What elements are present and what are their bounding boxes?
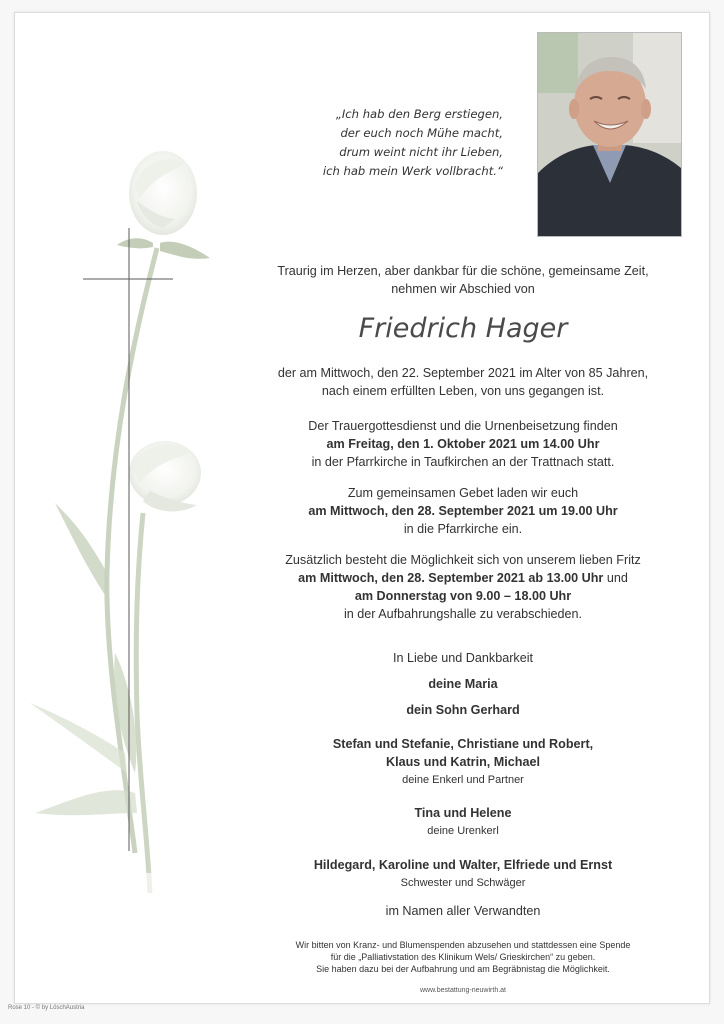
quote-line: der euch noch Mühe macht, <box>340 126 503 140</box>
intro-text <box>233 262 693 298</box>
quote-line: drum weint nicht ihr Lieben, <box>339 145 503 159</box>
deceased-name: Friedrich Hager <box>358 313 568 344</box>
service-date: am Freitag, den 1. Oktober 2021 um 14.00 Uhr <box>326 437 600 451</box>
death-notice <box>233 364 693 400</box>
prayer-date: am Mittwoch, den 28. September 2021 um 19.00 Uhr <box>308 504 618 518</box>
siblings <box>233 856 693 892</box>
design-credit: Rose 10 - © by LöschAustria <box>8 1005 85 1011</box>
relatives-line: im Namen aller Verwandten <box>385 904 541 918</box>
funeral-service <box>233 417 693 471</box>
service-line: Der Trauergottesdienst und die Urnenbeisetzung finden <box>308 419 618 433</box>
service-location: in der Pfarrkirche in Taufkirchen an der Trattnach statt. <box>311 455 615 469</box>
farewell-location: in der Aufbahrungshalle zu verabschieden. <box>343 607 583 621</box>
siblings-label: Schwester und Schwäger <box>400 877 526 889</box>
son <box>233 701 693 719</box>
white-rose-illustration <box>15 13 245 1003</box>
death-notice-line: der am Mittwoch, den 22. September 2021 im Alter von 85 Jahren, <box>277 366 649 380</box>
great-grandchildren <box>233 804 693 840</box>
farewell-date-1: am Mittwoch, den 28. September 2021 ab 13.00 Uhr <box>298 571 604 585</box>
quote-line: „Ich hab den Berg erstiegen, <box>335 107 503 121</box>
relatives <box>233 902 693 920</box>
donation-line: für die „Palliativstation des Klinikum Wels/ Grieskirchen“ zu geben. <box>330 952 596 962</box>
death-notice-line: nach einem erfüllten Leben, von uns gegangen ist. <box>321 384 605 398</box>
website-link[interactable]: www.bestattung-neuwirth.at <box>420 987 506 994</box>
son-name: dein Sohn Gerhard <box>406 703 520 717</box>
donation-line: Sie haben dazu bei der Aufbahrung und am Begräbnistag die Möglichkeit. <box>316 964 610 974</box>
great-grandchildren-names: Tina und Helene <box>414 806 512 820</box>
poem-quote <box>245 105 503 181</box>
grandchildren-names: Klaus und Katrin, Michael <box>386 755 540 769</box>
donation-request <box>233 939 693 975</box>
quote-line: ich hab mein Werk vollbracht.“ <box>322 164 503 178</box>
farewell-line: Zusätzlich besteht die Möglichkeit sich von unserem lieben Fritz <box>285 553 641 567</box>
farewell-date-2: am Donnerstag von 9.00 – 18.00 Uhr <box>354 589 572 603</box>
prayer-invitation <box>233 484 693 538</box>
grandchildren <box>233 735 693 789</box>
siblings-names: Hildegard, Karoline und Walter, Elfriede und Ernst <box>313 858 613 872</box>
prayer-location: in die Pfarrkirche ein. <box>403 522 523 536</box>
wife <box>233 675 693 693</box>
donation-line: Wir bitten von Kranz- und Blumenspenden abzusehen und stattdessen eine Spende <box>295 940 631 950</box>
obituary-card <box>14 12 710 1004</box>
grandchildren-label: deine Enkerl und Partner <box>402 774 524 786</box>
prayer-line: Zum gemeinsamen Gebet laden wir euch <box>347 486 579 500</box>
portrait-photo <box>537 32 682 237</box>
great-grandchildren-label: deine Urenkerl <box>427 825 499 837</box>
mourners-intro-line: In Liebe und Dankbarkeit <box>392 651 534 665</box>
intro-line: Traurig im Herzen, aber dankbar für die schöne, gemeinsame Zeit, <box>277 264 649 278</box>
mourners-intro <box>233 649 693 667</box>
grandchildren-names: Stefan und Stefanie, Christiane und Robert, <box>332 737 594 751</box>
wife-name: deine Maria <box>428 677 498 691</box>
farewell-viewing <box>233 551 693 623</box>
intro-line: nehmen wir Abschied von <box>391 282 535 296</box>
farewell-conjunction: und <box>606 571 628 585</box>
